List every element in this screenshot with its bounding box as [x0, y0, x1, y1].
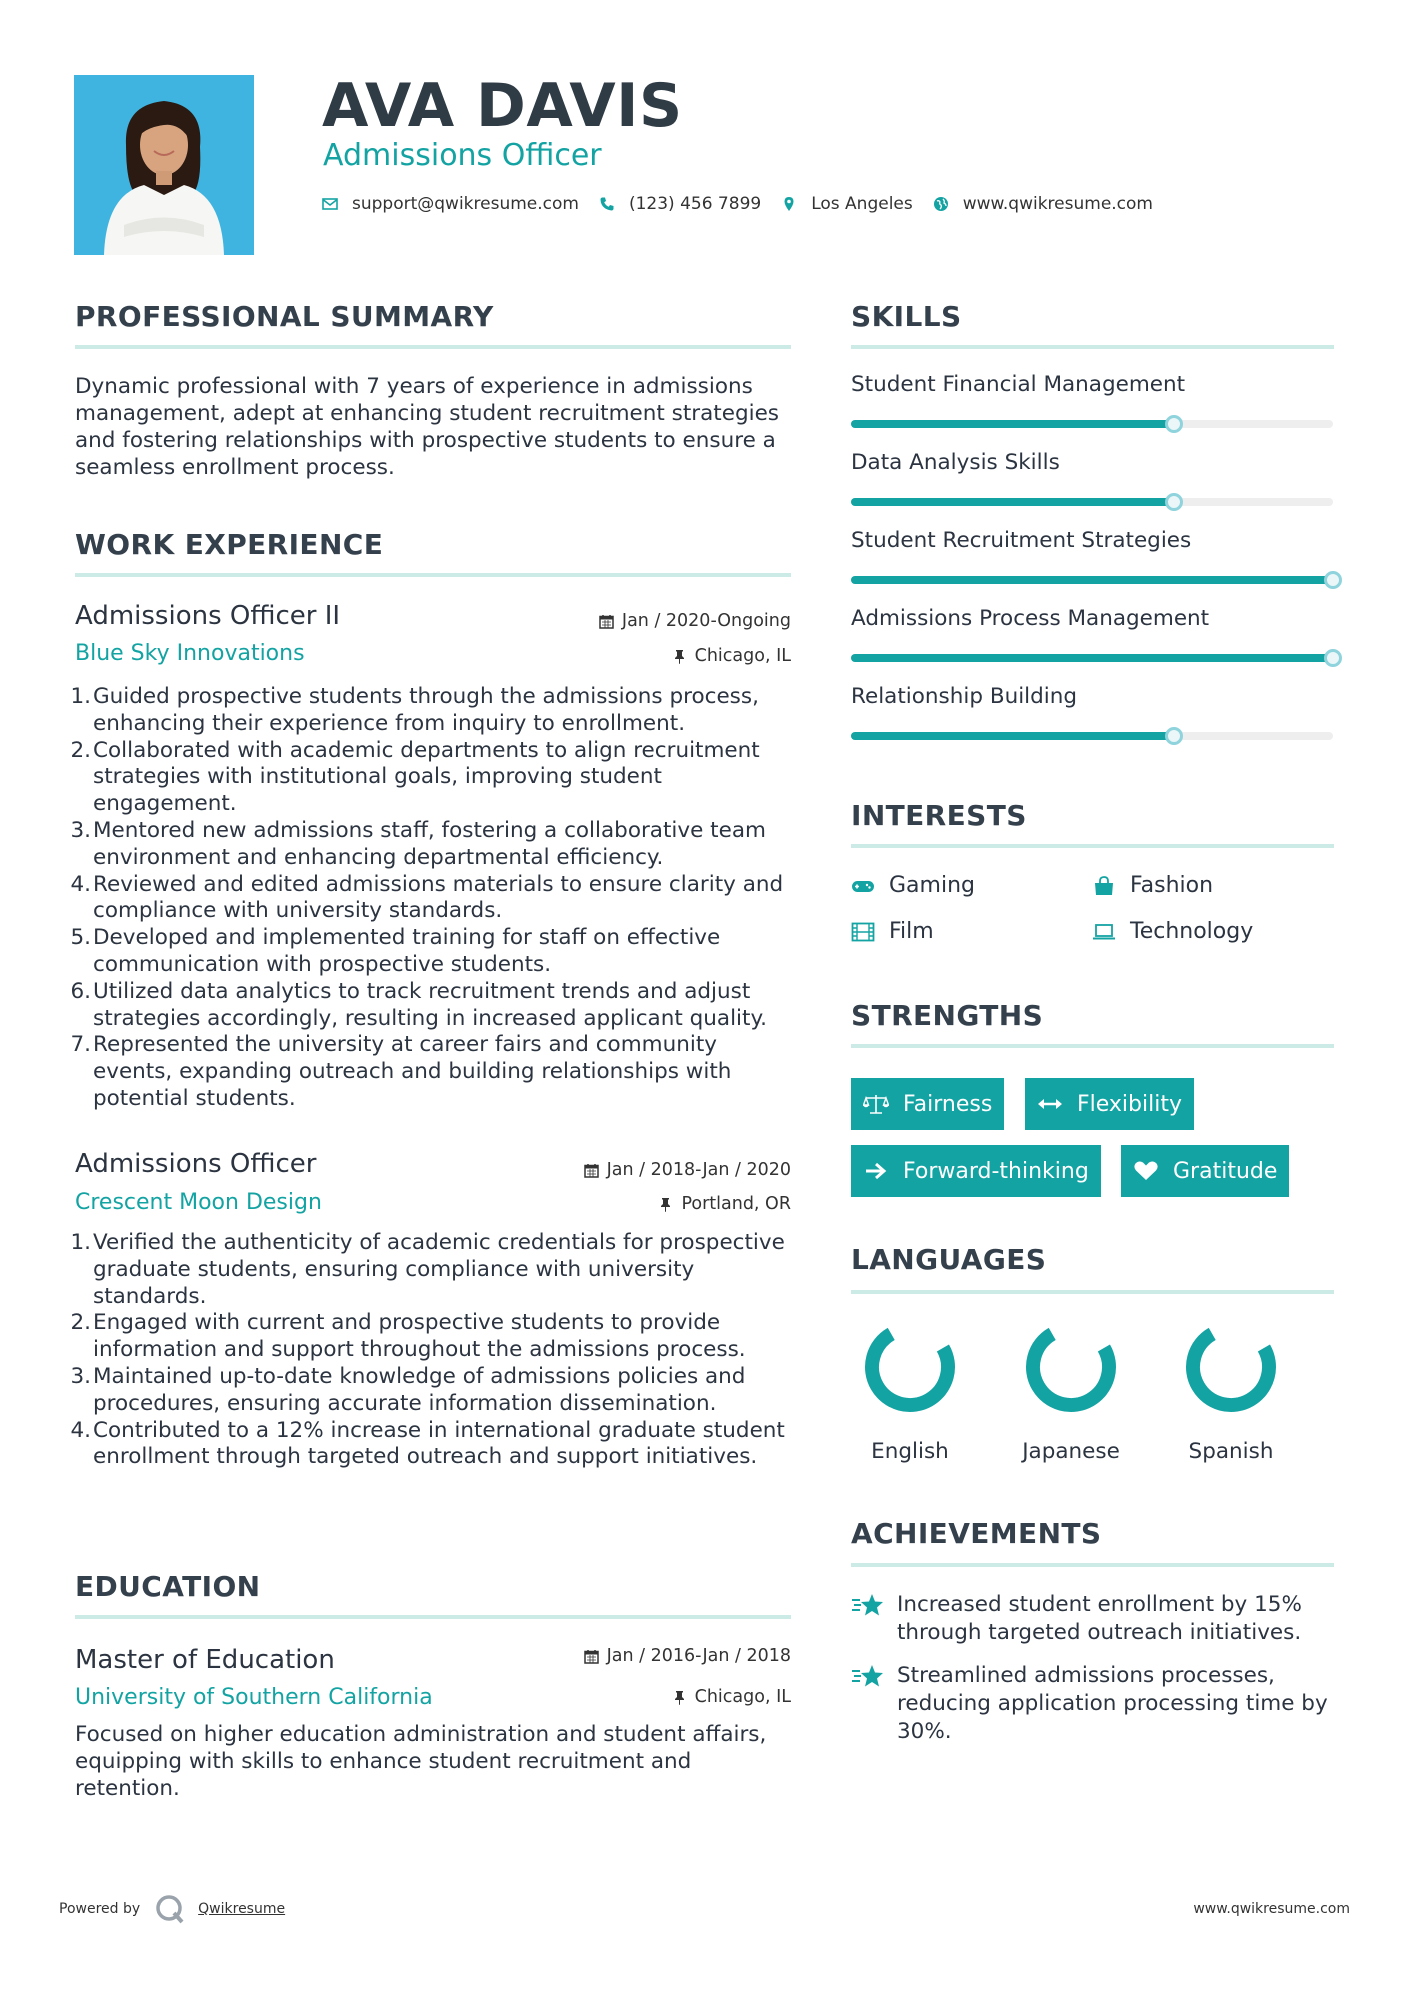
school-name: University of Southern California [75, 1685, 433, 1710]
job-title: Admissions Officer [75, 1149, 317, 1179]
list-item: 2. Engaged with current and prospective students to provide information and support throughout the admissions process. [70, 1310, 746, 1363]
skill-bar-knob [1165, 727, 1183, 745]
map-marker-icon [781, 196, 797, 212]
interests-divider [851, 844, 1334, 848]
list-item: 2. Collaborated with academic departments to align recruitment strategies with institutional goals, improving student engagement. [70, 737, 760, 817]
strengths-divider [851, 1044, 1334, 1048]
language-label: English [871, 1439, 949, 1464]
skill-label: Admissions Process Management [851, 606, 1210, 631]
list-item: 3. Maintained up-to-date knowledge of admissions policies and procedures, ensuring accurate information dissemination. [70, 1363, 746, 1416]
list-item: 4. Contributed to a 12% increase in international graduate student enrollment through targeted outreach and support initiatives. [70, 1417, 785, 1470]
calendar-icon [584, 1649, 599, 1664]
job-dates [599, 610, 791, 632]
interest-label: Technology [1130, 919, 1254, 944]
education-dates [584, 1645, 791, 1667]
envelope-icon [322, 196, 338, 212]
laptop-icon [1092, 922, 1116, 942]
list-item: 4. Reviewed and edited admissions materials to ensure clarity and compliance with university standards. [70, 871, 784, 924]
job-location-text: Portland, OR [681, 1194, 791, 1214]
list-item: 7. Represented the university at career fairs and community events, expanding outreach and building relationships with potential students. [70, 1032, 732, 1111]
skill-bar-fill [851, 732, 1174, 740]
job-bullets [70, 1230, 797, 1471]
job-dates-text: Jan / 2018-Jan / 2020 [606, 1160, 791, 1180]
education-location [672, 1686, 791, 1708]
language-ring [1025, 1321, 1117, 1413]
job-dates-text: Jan / 2020-Ongoing [621, 611, 791, 631]
strength-badge-fairness [851, 1078, 1004, 1130]
phone-icon [599, 196, 615, 212]
strength-badge-flexibility [1025, 1078, 1194, 1130]
contact-phone[interactable] [599, 194, 761, 214]
list-item: 3. Mentored new admissions staff, fostering a collaborative team environment and enhancing departmental efficiency. [70, 817, 766, 870]
language-item [1011, 1321, 1131, 1465]
pushpin-icon [658, 1197, 673, 1212]
summary-heading: PROFESSIONAL SUMMARY [75, 300, 494, 333]
heart-icon [1133, 1160, 1159, 1182]
experience-heading: WORK EXPERIENCE [75, 528, 384, 561]
interest-label: Gaming [889, 873, 975, 898]
job-location [672, 645, 791, 667]
education-divider [75, 1615, 791, 1619]
skill-bar-fill [851, 498, 1174, 506]
arrows-horizontal-icon [1037, 1093, 1063, 1115]
calendar-icon [584, 1163, 599, 1178]
summary-text: Dynamic professional with 7 years of experience in admissions management, adept at enhancing student recruitment strategies and fostering relationships with prospective students to ensure a seamless enrollment process. [75, 374, 779, 480]
strength-label: Fairness [903, 1091, 993, 1117]
achievements-divider [851, 1563, 1334, 1567]
contact-location-text: Los Angeles [811, 194, 913, 214]
candidate-title: Admissions Officer [323, 138, 602, 173]
language-ring [864, 1321, 956, 1413]
skill-bar-fill [851, 420, 1174, 428]
strength-badge-gratitude [1121, 1145, 1289, 1197]
skills-heading: SKILLS [851, 300, 962, 333]
company-name: Crescent Moon Design [75, 1190, 322, 1215]
strength-label: Gratitude [1173, 1158, 1278, 1184]
powered-by-text: Powered by [59, 1901, 141, 1917]
list-item: 6. Utilized data analytics to track recruitment trends and adjust strategies accordingly, resulting in increased applicant quality. [70, 978, 767, 1031]
job-location-text: Chicago, IL [694, 646, 791, 666]
achievement-item [851, 1662, 1331, 1746]
skill-bar-knob [1324, 571, 1342, 589]
contact-location [781, 194, 913, 214]
education-heading: EDUCATION [75, 1570, 261, 1603]
skill-bar [851, 732, 1333, 740]
shopping-bag-icon [1092, 876, 1116, 896]
achievement-text: Streamlined admissions processes, reducing application processing time by 30%. [897, 1663, 1328, 1744]
interest-label: Film [889, 919, 934, 944]
interests-heading: INTERESTS [851, 799, 1027, 832]
skills-divider [851, 345, 1334, 349]
list-item: 1. Verified the authenticity of academic credentials for prospective graduate students, ensuring compliance with university standards. [70, 1230, 785, 1309]
skill-bar-fill [851, 576, 1333, 584]
job-dates [584, 1159, 791, 1181]
list-item: 5. Developed and implemented training for staff on effective communication with prospective students. [70, 925, 721, 977]
qwikresume-link[interactable]: Qwikresume [198, 1901, 286, 1917]
contact-bar [322, 194, 1173, 214]
achievements-heading: ACHIEVEMENTS [851, 1517, 1102, 1550]
strengths-heading: STRENGTHS [851, 999, 1044, 1032]
contact-website[interactable] [933, 194, 1153, 214]
strength-badge-forward-thinking [851, 1145, 1101, 1197]
skill-bar [851, 576, 1333, 584]
education-location-text: Chicago, IL [694, 1687, 791, 1707]
arrow-right-icon [863, 1160, 889, 1182]
profile-photo [74, 75, 254, 255]
calendar-icon [599, 614, 614, 629]
skill-bar [851, 420, 1333, 428]
languages-divider [851, 1290, 1334, 1294]
skill-label: Student Recruitment Strategies [851, 528, 1192, 553]
skill-bar-knob [1165, 493, 1183, 511]
contact-website-text: www.qwikresume.com [962, 194, 1153, 214]
education-dates-text: Jan / 2016-Jan / 2018 [606, 1646, 791, 1666]
film-icon [851, 922, 875, 942]
pushpin-icon [672, 1690, 687, 1705]
list-item: 1. Guided prospective students through the admissions process, enhancing their experience from inquiry to enrollment. [70, 684, 759, 736]
achievement-item [851, 1591, 1331, 1647]
job-bullets [70, 684, 797, 1113]
skill-label: Student Financial Management [851, 372, 1186, 397]
skill-bar [851, 654, 1333, 662]
interest-label: Fashion [1130, 873, 1214, 898]
interest-fashion [1092, 872, 1213, 900]
balance-scale-icon [863, 1093, 889, 1115]
achievement-text: Increased student enrollment by 15% through targeted outreach initiatives. [897, 1592, 1302, 1645]
skill-label: Data Analysis Skills [851, 450, 1060, 475]
star-icon [851, 1591, 885, 1619]
pushpin-icon [672, 649, 687, 664]
job-location [658, 1193, 791, 1215]
skill-bar-fill [851, 654, 1333, 662]
interest-technology [1092, 918, 1253, 946]
summary-divider [75, 345, 791, 349]
job-title: Admissions Officer II [75, 601, 341, 631]
footer-powered-by [59, 1893, 285, 1925]
skill-bar-knob [1324, 649, 1342, 667]
skill-label: Relationship Building [851, 684, 1078, 709]
strength-label: Flexibility [1077, 1091, 1182, 1117]
gamepad-icon [851, 876, 875, 896]
company-name: Blue Sky Innovations [75, 641, 305, 666]
star-icon [851, 1662, 885, 1690]
strength-label: Forward-thinking [903, 1158, 1089, 1184]
language-label: Spanish [1188, 1439, 1274, 1464]
interest-gaming [851, 872, 975, 900]
footer-url[interactable]: www.qwikresume.com [1193, 1901, 1350, 1917]
skill-bar-knob [1165, 415, 1183, 433]
language-item [850, 1321, 970, 1465]
globe-icon [933, 196, 949, 212]
contact-phone-text: (123) 456 7899 [628, 194, 762, 214]
language-ring [1185, 1321, 1277, 1413]
skill-bar [851, 498, 1333, 506]
experience-divider [75, 573, 791, 577]
candidate-name: AVA DAVIS [322, 71, 683, 141]
interest-film [851, 918, 934, 946]
qwikresume-logo-icon [154, 1893, 186, 1925]
language-label: Japanese [1022, 1439, 1120, 1464]
degree-title: Master of Education [75, 1645, 335, 1675]
contact-email-text: support@qwikresume.com [352, 194, 579, 214]
contact-email[interactable] [322, 194, 579, 214]
education-description: Focused on higher education administration and student affairs, equipping with skills to enhance student recruitment and retention. [75, 1722, 767, 1801]
languages-heading: LANGUAGES [851, 1243, 1047, 1276]
language-item [1171, 1321, 1291, 1465]
